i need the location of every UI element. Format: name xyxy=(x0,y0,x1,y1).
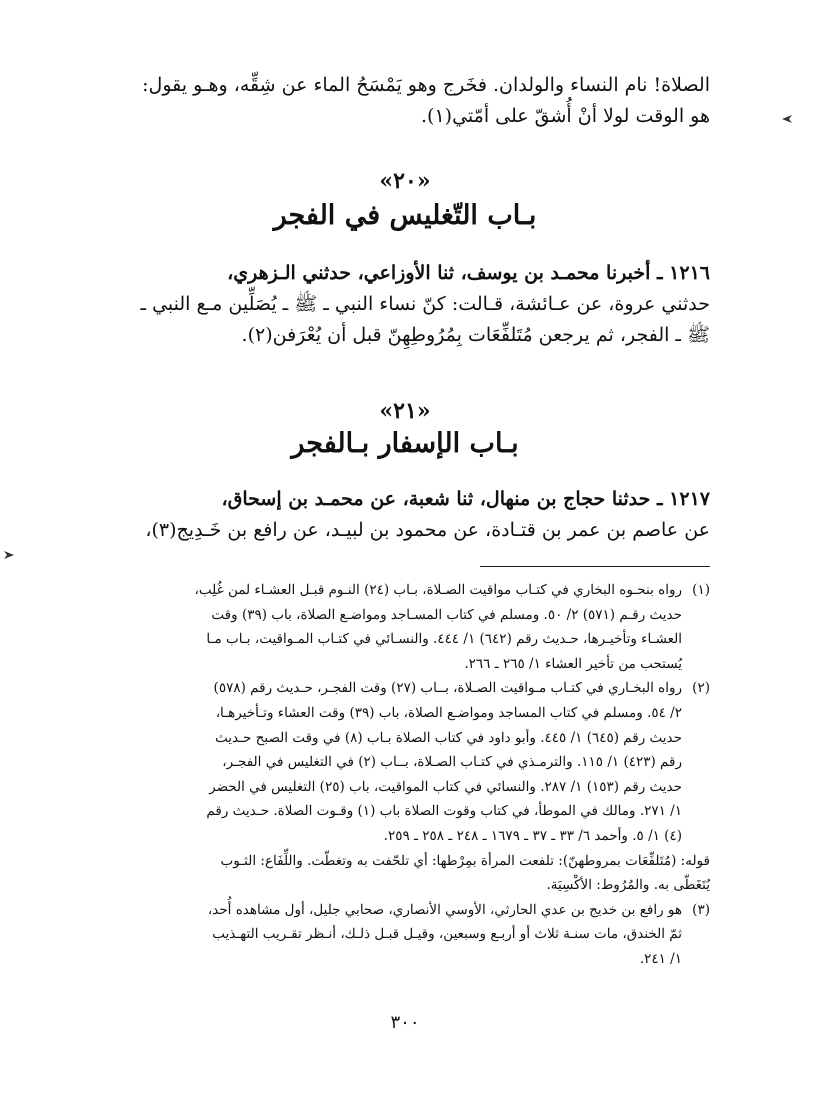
footnote-line: العشـاء وتأخيـرها، حـديث رقم (٦٤٢) ١/ ٤٤٤. والنسـائي في كتـاب المـواقيت، بـاب مـا xyxy=(206,631,682,648)
footnote-line: (٤) ١/ ٥. وأحمد ٦/ ٣٣ ـ ٣٧ ـ ١٦٧٩ ـ ٢٤٨ ـ ٢٥٨ ـ ٢٥٩. xyxy=(383,827,682,844)
page-number: ٣٠٠ xyxy=(390,1012,420,1033)
footnote-line: رقم (٤٢٣) ١/ ١١٥. والترمـذي في كتـاب الصـلاة، بــاب (٢) في التغليس في الفجـر، xyxy=(222,754,682,771)
footnote-separator xyxy=(480,566,710,567)
footnote xyxy=(96,676,710,848)
footnote xyxy=(96,578,710,676)
footnote-line: رواه البخـاري في كتـاب مـواقيت الصـلاة، بــاب (٢٧) وقت الفجـر، حـديث رقم (٥٧٨) xyxy=(213,680,682,697)
footnote-line: ثمّ الخندق، مات سنـة ثلاث أو أربـع وسبعين، وقيـل قبـل ذلـك، أنـظر تقـريب التهـذيب xyxy=(212,926,682,943)
chapter-title: بـاب التّغليس في الفجر xyxy=(273,200,537,231)
footnote-line: رواه بنحـوه البخاري في كتـاب مواقيت الصـلاة، بـاب (٢٤) النـوم قبـل العشـاء لمن غُلِب، xyxy=(194,582,682,598)
top-paragraph-line: الصلاة! نام النساء والولدان. فخَرج وهو يَمْسَحُ الماء عن شِقِّه، وهـو يقول: xyxy=(142,74,710,96)
footnote xyxy=(96,898,710,972)
margin-arrow-icon xyxy=(780,112,794,130)
footnote-line: يُتَغَطّى به. والمُرُوط: الأكْسِيَة. xyxy=(546,877,710,894)
footnote-number: (٣) xyxy=(692,901,710,918)
footnote-line: هو رافع بن خديج بن عدي الحارثي، الأوسي الأنصاري، صحابي جليل، أول مشاهده أُحد، xyxy=(207,901,682,918)
footnote-line: قوله: (مُتَلفِّعَات بمروطهنّ): تلفعت المرأة بمِرْطها: أي تلحّفت به وتغطّت. واللِّفَاع: الثـوب xyxy=(220,852,710,869)
hadith-1217 xyxy=(100,484,710,546)
footnote-line: ١/ ٢٧١. ومالك في الموطأ، في كتاب وقوت الصلاة باب (١) وقـوت الصلاة. حـديث رقم xyxy=(206,803,682,820)
footnote-line: حديث رقـم (٥٧١) ٢/ ٥٠. ومسلم في كتاب المسـاجد ومواضـع الصلاة، باب (٣٩) وقت xyxy=(211,606,682,623)
chapter-number: «٢٠» xyxy=(379,168,431,194)
margin-arrow-icon xyxy=(2,548,16,566)
footnote-line: ١/ ٢٤١. xyxy=(639,950,682,967)
footnote-line: يُستحب من تأخير العشاء ١/ ٢٦٥ ـ ٢٦٦. xyxy=(464,655,682,672)
footnote-line: ٢/ ٥٤. ومسلم في كتاب المساجد ومواضـع الصلاة، باب (٣٩) وقت العشاء وتـأخيرهـا، xyxy=(215,704,682,721)
footnote-body xyxy=(96,578,682,676)
chapter-number: «٢١» xyxy=(379,398,431,424)
footnote-gloss xyxy=(96,849,710,898)
footnote-body xyxy=(96,676,682,848)
top-paragraph xyxy=(100,70,710,132)
footnote-body xyxy=(96,898,682,972)
footnote-number: (٢) xyxy=(692,680,710,697)
footnote-number: (١) xyxy=(692,582,710,598)
footnote-line: حديث رقم (١٥٣) ١/ ٢٨٧. والنسائي في كتاب المواقيت، باب (٢٥) التغليس في الحضر xyxy=(209,778,682,795)
hadith-line: ﷺ ـ الفجر، ثم يرجعن مُتَلفِّعَات بِمُرُوطِهِنّ قبل أن يُعْرَفن(٢). xyxy=(241,324,710,346)
hadith-1216 xyxy=(100,258,710,351)
hadith-line: عن عاصم بن عمر بن قتـادة، عن محمود بن لبيـد، عن رافع بن خَـدِيج(٣)، xyxy=(145,519,710,541)
top-paragraph-line: هو الوقت لولا أنْ أُشقّ على أمّتي(١). xyxy=(421,105,710,127)
hadith-line: حدثني عروة، عن عـائشة، قـالت: كنّ نساء النبي ـ ﷺ ـ يُصَلِّين مـع النبي ـ xyxy=(140,293,710,315)
hadith-lead: ١٢١٧ ـ حدثنا حجاج بن منهال، ثنا شعبة، عن محمـد بن إسحاق، xyxy=(221,488,710,510)
footnote-body xyxy=(96,849,710,898)
hadith-lead: ١٢١٦ ـ أخبرنا محمـد بن يوسف، ثنا الأوزاعي، حدثني الـزهري، xyxy=(227,262,710,284)
chapter-title: بـاب الإسفار بـالفجر xyxy=(291,428,519,459)
footnote-line: حديث رقم (٦٤٥) ١/ ٤٤٥. وأبو داود في كتاب الصلاة بـاب (٨) في وقت الصبح حـديث xyxy=(214,729,682,746)
footnotes xyxy=(96,578,710,972)
